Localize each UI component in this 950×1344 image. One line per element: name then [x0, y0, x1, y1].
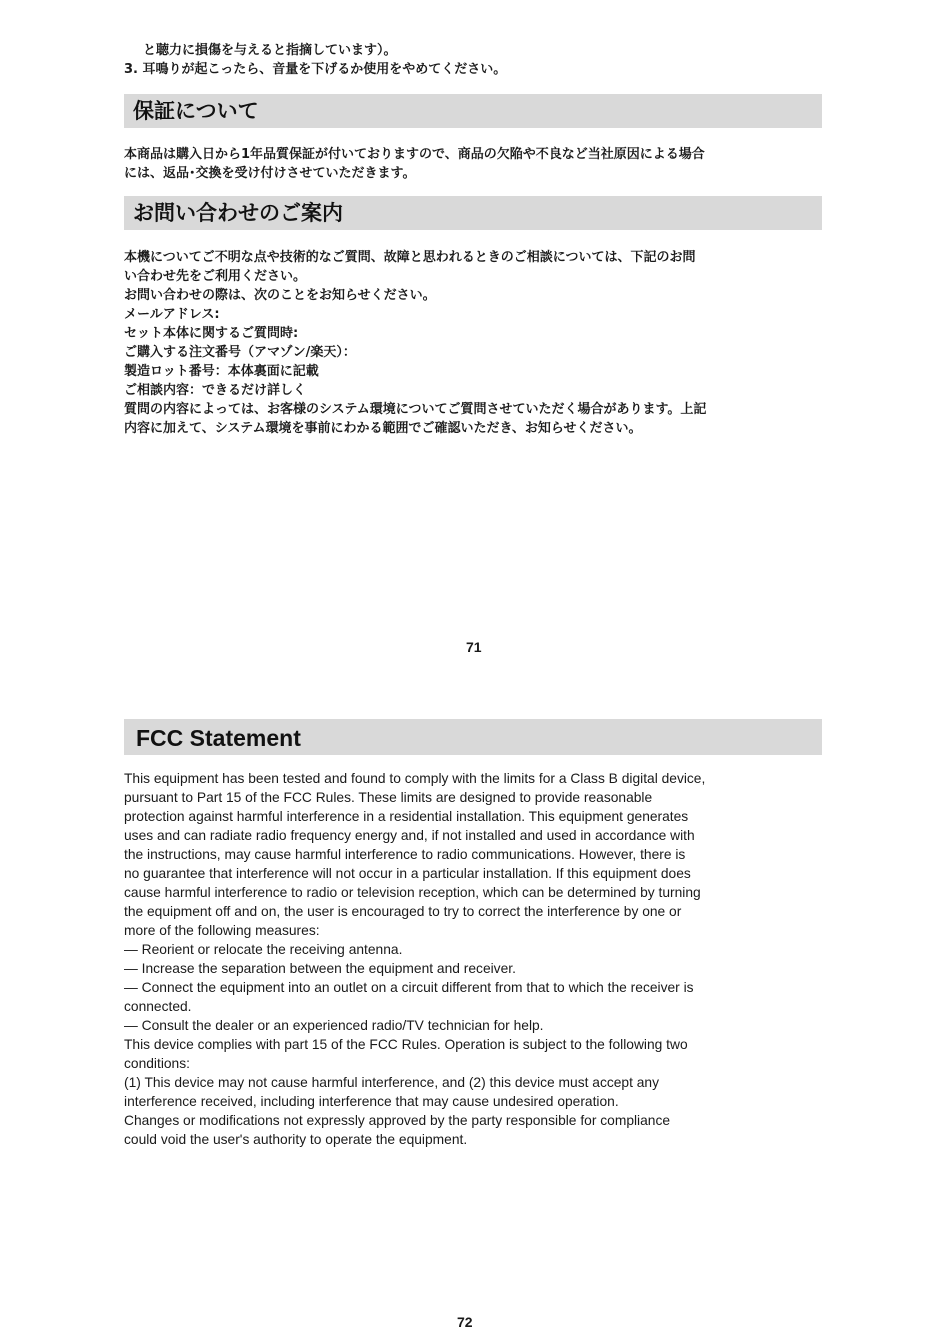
fcc-line: conditions: — [124, 1056, 190, 1071]
contact-line: 本機についてご不明な点や技術的なご質問、故障と思われるときのご相談については、下記のお問 — [124, 250, 696, 265]
contact-field-inquiry: ご相談内容：できるだけ詳しく — [124, 383, 307, 398]
fcc-line: This device complies with part 15 of the FCC Rules. Operation is subject to the following two — [124, 1037, 688, 1052]
contact-field-email: メールアドレス: — [124, 307, 220, 322]
fcc-line: pursuant to Part 15 of the FCC Rules. These limits are designed to provide reasonable — [124, 790, 653, 805]
contact-field-lot-number: 製造ロット番号：本体裏面に記載 — [124, 364, 319, 379]
warranty-heading: 保証について — [124, 94, 822, 128]
contact-line: 内容に加えて、システム環境を事前にわかる範囲でご確認いただき、お知らせください。 — [124, 421, 642, 436]
fcc-measure-item: — Increase the separation between the equipment and receiver. — [124, 961, 516, 976]
contact-field-order-number: ご購入する注文番号（アマゾン/楽天）： — [124, 345, 356, 360]
warranty-line: には、返品･交換を受け付けさせていただきます。 — [124, 166, 416, 181]
contact-line: 質問の内容によっては、お客様のシステム環境についてご質問させていただく場合があります。上記 — [124, 402, 707, 417]
contact-line: お問い合わせの際は、次のことをお知らせください。 — [124, 288, 436, 303]
page-number-72: 72 — [457, 1314, 473, 1330]
fcc-line: the instructions, may cause harmful interference to radio communications. However, there is — [124, 847, 686, 862]
fcc-line: more of the following measures: — [124, 923, 320, 938]
fcc-measure-item: — Reorient or relocate the receiving antenna. — [124, 942, 403, 957]
fcc-line: connected. — [124, 999, 192, 1014]
page-number-71: 71 — [466, 639, 482, 655]
fcc-line: uses and can radiate radio frequency energy and, if not installed and used in accordance with — [124, 828, 695, 843]
fcc-line: This equipment has been tested and found to comply with the limits for a Class B digital device, — [124, 771, 706, 786]
fcc-line: no guarantee that interference will not occur in a particular installation. If this equipment does — [124, 866, 691, 881]
fcc-measure-item: — Connect the equipment into an outlet on a circuit different from that to which the receiver is — [124, 980, 694, 995]
contact-field-product-question: セット本体に関するご質問時: — [124, 326, 299, 341]
contact-heading: お問い合わせのご案内 — [124, 196, 822, 230]
fcc-line: the equipment off and on, the user is encouraged to try to correct the interference by one or — [124, 904, 682, 919]
fcc-line: protection against harmful interference in a residential installation. This equipment generates — [124, 809, 689, 824]
fcc-line: interference received, including interference that may cause undesired operation. — [124, 1094, 619, 1109]
hearing-warning-continuation: と聴力に損傷を与えると指摘しています）。 — [143, 43, 397, 58]
fcc-heading: FCC Statement — [124, 719, 822, 755]
warranty-line: 本商品は購入日から1年品質保証が付いておりますので、商品の欠陥や不良など当社原因による場合 — [124, 147, 705, 162]
hearing-warning-item-3: 3. 耳鳴りが起こったら、音量を下げるか使用をやめてください。 — [124, 62, 507, 77]
contact-line: い合わせ先をご利用ください。 — [124, 269, 307, 284]
fcc-line: (1) This device may not cause harmful interference, and (2) this device must accept any — [124, 1075, 660, 1090]
fcc-line: cause harmful interference to radio or television reception, which can be determined by turning — [124, 885, 701, 900]
fcc-line: Changes or modifications not expressly approved by the party responsible for compliance — [124, 1113, 671, 1128]
fcc-line: could void the user's authority to operate the equipment. — [124, 1132, 468, 1147]
fcc-measure-item: — Consult the dealer or an experienced radio/TV technician for help. — [124, 1018, 544, 1033]
